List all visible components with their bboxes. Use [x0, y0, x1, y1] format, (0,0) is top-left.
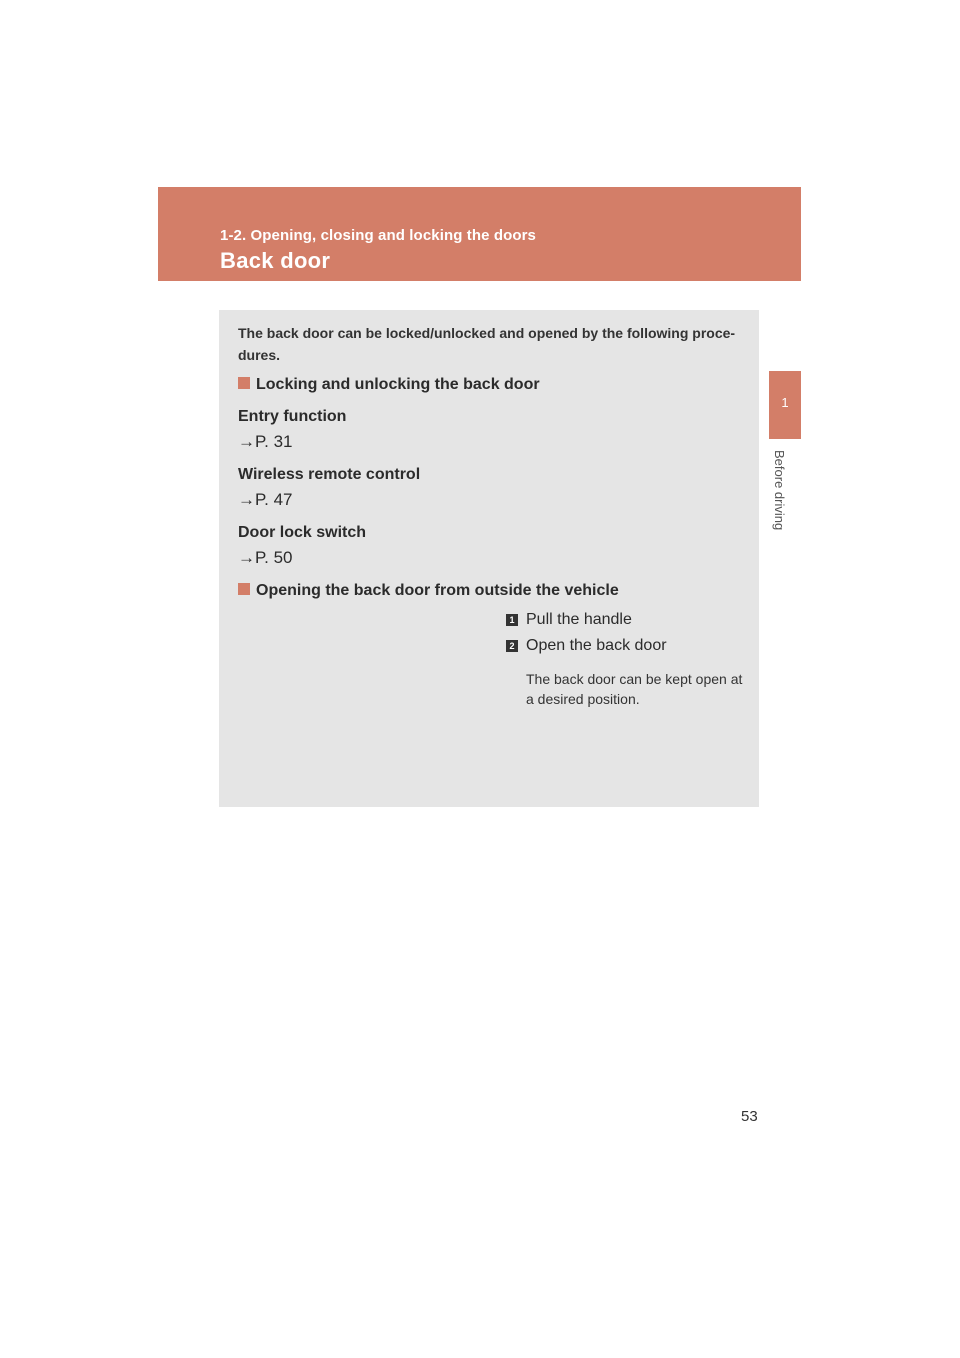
chapter-tab [769, 371, 801, 439]
intro-text: The back door can be locked/unlocked and opened by the following proce- dures. [238, 325, 736, 363]
page-number: 53 [741, 1108, 758, 1125]
section-title: 1-2. Opening, closing and locking the doors [220, 227, 536, 244]
step-note: The back door can be kept open at a desired position. [526, 671, 743, 707]
page-ref-link[interactable]: →P. 47 [238, 490, 293, 509]
step-item [506, 611, 632, 629]
page-ref-link[interactable]: →P. 50 [238, 548, 293, 567]
step-number-badge: 1 [506, 614, 518, 626]
bullet-square-icon [238, 377, 250, 389]
item-label-wireless-remote: Wireless remote control [238, 466, 421, 483]
bullet-square-icon [238, 583, 250, 595]
item-label-entry-function: Entry function [238, 408, 347, 425]
step-text: Pull the handle [526, 611, 632, 628]
section-heading-label: Locking and unlocking the back door [256, 376, 540, 393]
step-item [506, 637, 667, 655]
chapter-label: Before driving [772, 450, 787, 531]
section-heading-locking [238, 376, 540, 394]
header-band [158, 187, 801, 281]
page-title: Back door [220, 248, 331, 273]
step-number-badge: 2 [506, 640, 518, 652]
section-heading-opening [238, 582, 619, 600]
page-ref-link[interactable]: →P. 31 [238, 432, 293, 451]
step-text: Open the back door [526, 637, 667, 654]
section-heading-label: Opening the back door from outside the vehicle [256, 582, 619, 599]
content-box [219, 310, 759, 807]
item-label-door-lock-switch: Door lock switch [238, 524, 367, 541]
chapter-number: 1 [781, 395, 789, 410]
